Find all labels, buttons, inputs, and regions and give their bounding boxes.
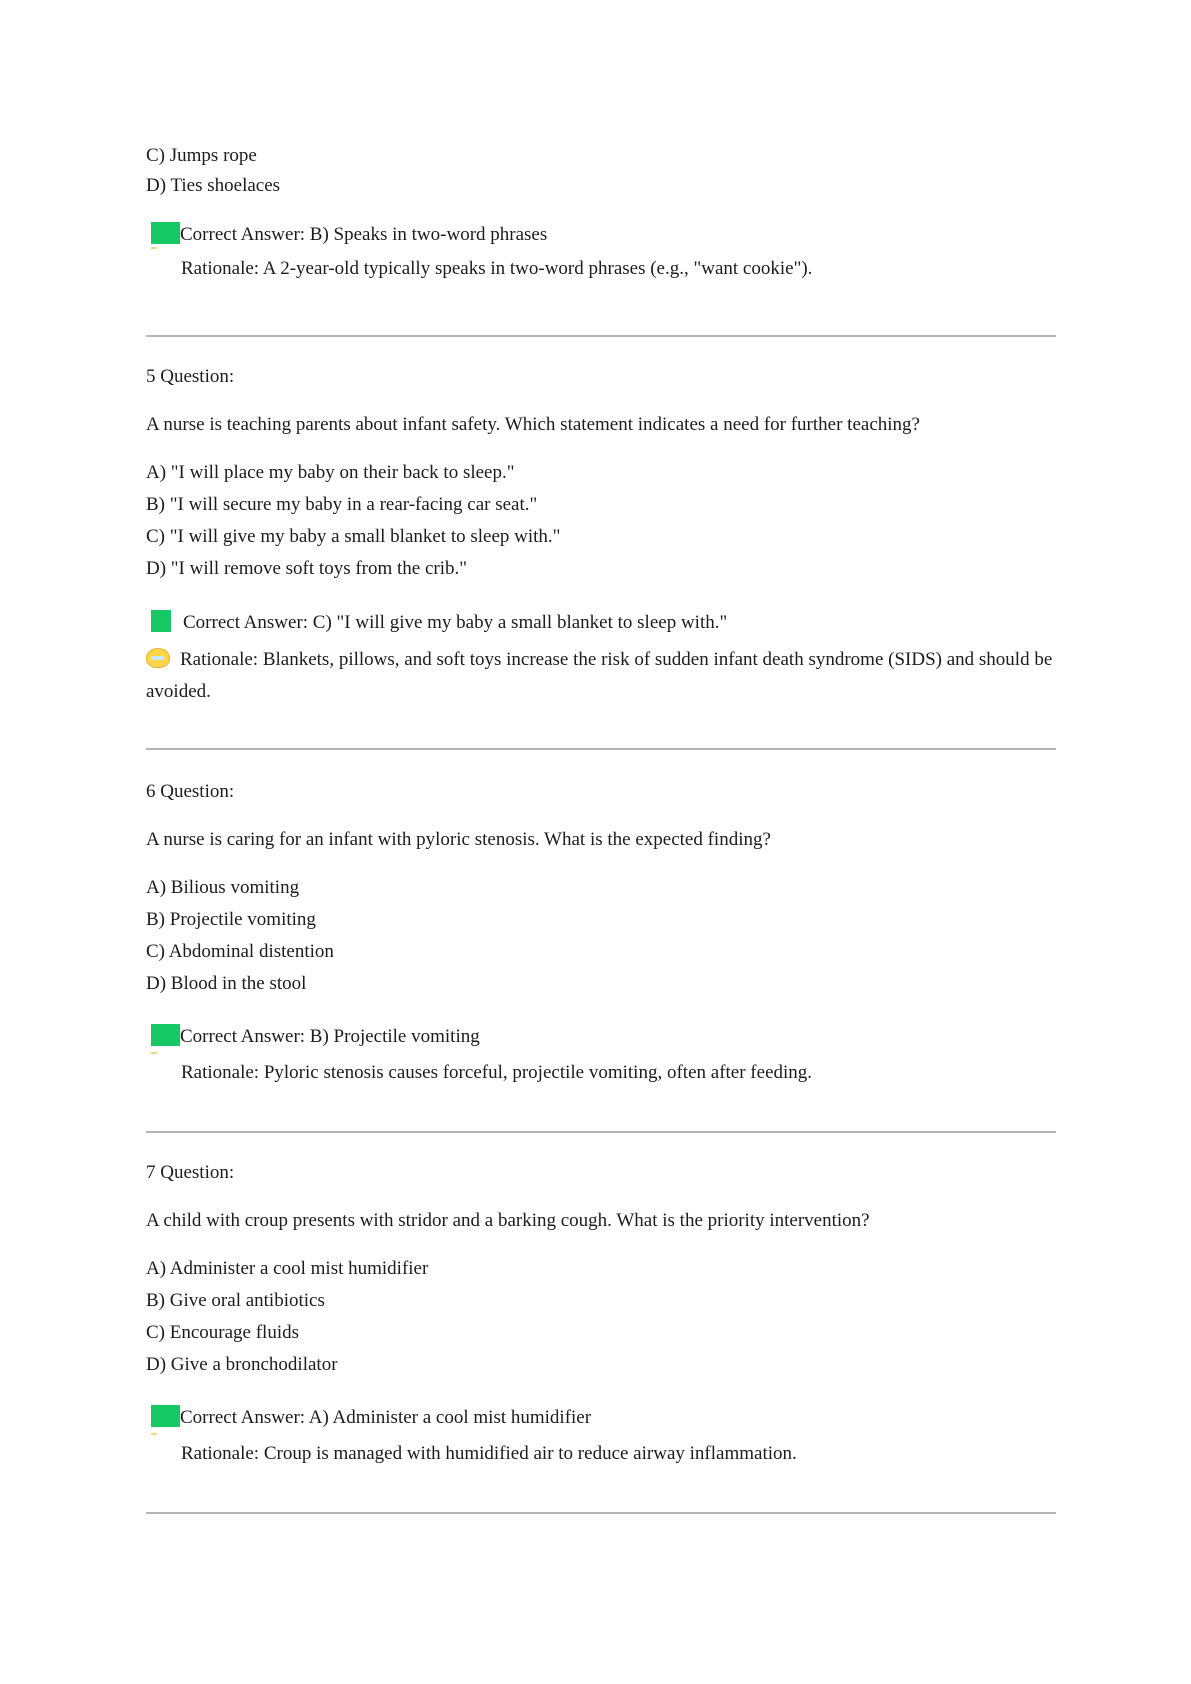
correct-answer-text: Correct Answer: C) "I will give my baby a small blanket to sleep with." bbox=[183, 612, 728, 633]
option-c: C) Abdominal distention bbox=[146, 941, 334, 962]
divider bbox=[146, 335, 1056, 337]
option-a: A) Administer a cool mist humidifier bbox=[146, 1258, 429, 1279]
correct-answer bbox=[151, 222, 547, 248]
option-d: D) "I will remove soft toys from the crib." bbox=[146, 558, 468, 579]
option-d: D) Blood in the stool bbox=[146, 973, 307, 994]
correct-answer bbox=[151, 1024, 480, 1050]
rationale-text: Rationale: Croup is managed with humidified air to reduce airway inflammation. bbox=[181, 1443, 797, 1464]
rationale-text: Rationale: Blankets, pillows, and soft toys increase the risk of sudden infant death syndrome (SIDS) and should be avoided. bbox=[146, 649, 1053, 702]
option-c: C) "I will give my baby a small blanket to sleep with." bbox=[146, 526, 561, 547]
question-stem: A nurse is teaching parents about infant safety. Which statement indicates a need for further teaching? bbox=[146, 414, 920, 435]
question-heading: 7 Question: bbox=[146, 1162, 235, 1183]
option-d: D) Ties shoelaces bbox=[146, 175, 281, 196]
rationale-marker-icon bbox=[151, 1433, 157, 1435]
rationale-marker-icon bbox=[151, 1052, 157, 1054]
option-b: B) "I will secure my baby in a rear-facing car seat." bbox=[146, 494, 538, 515]
option-c: C) Encourage fluids bbox=[146, 1322, 300, 1343]
question-heading: 6 Question: bbox=[146, 781, 235, 802]
correct-answer-text: Correct Answer: A) Administer a cool mist humidifier bbox=[180, 1407, 592, 1428]
option-a: A) "I will place my baby on their back to sleep." bbox=[146, 462, 515, 483]
green-check-box-icon bbox=[151, 1405, 180, 1427]
correct-answer-text: Correct Answer: B) Speaks in two-word phrases bbox=[180, 224, 548, 245]
rationale bbox=[146, 644, 1056, 708]
rationale-text: Rationale: A 2-year-old typically speaks in two-word phrases (e.g., "want cookie"). bbox=[181, 258, 813, 279]
correct-answer bbox=[151, 1405, 591, 1431]
option-c: C) Jumps rope bbox=[146, 145, 257, 166]
divider bbox=[146, 1512, 1056, 1514]
option-a: A) Bilious vomiting bbox=[146, 877, 300, 898]
thinking-face-icon bbox=[146, 648, 170, 668]
question-heading: 5 Question: bbox=[146, 366, 235, 387]
question-stem: A nurse is caring for an infant with pyloric stenosis. What is the expected finding? bbox=[146, 829, 771, 850]
green-check-box-icon bbox=[151, 1024, 180, 1046]
rationale-marker-icon bbox=[151, 247, 157, 249]
correct-answer bbox=[151, 610, 727, 636]
green-check-box-icon bbox=[151, 222, 180, 244]
option-b: B) Give oral antibiotics bbox=[146, 1290, 325, 1311]
divider bbox=[146, 1131, 1056, 1133]
correct-answer-text: Correct Answer: B) Projectile vomiting bbox=[180, 1026, 480, 1047]
rationale-text: Rationale: Pyloric stenosis causes forceful, projectile vomiting, often after feeding. bbox=[181, 1062, 813, 1083]
question-stem: A child with croup presents with stridor and a barking cough. What is the priority intervention? bbox=[146, 1210, 870, 1231]
option-d: D) Give a bronchodilator bbox=[146, 1354, 338, 1375]
green-check-box-icon bbox=[151, 610, 171, 632]
divider bbox=[146, 748, 1056, 750]
option-b: B) Projectile vomiting bbox=[146, 909, 316, 930]
